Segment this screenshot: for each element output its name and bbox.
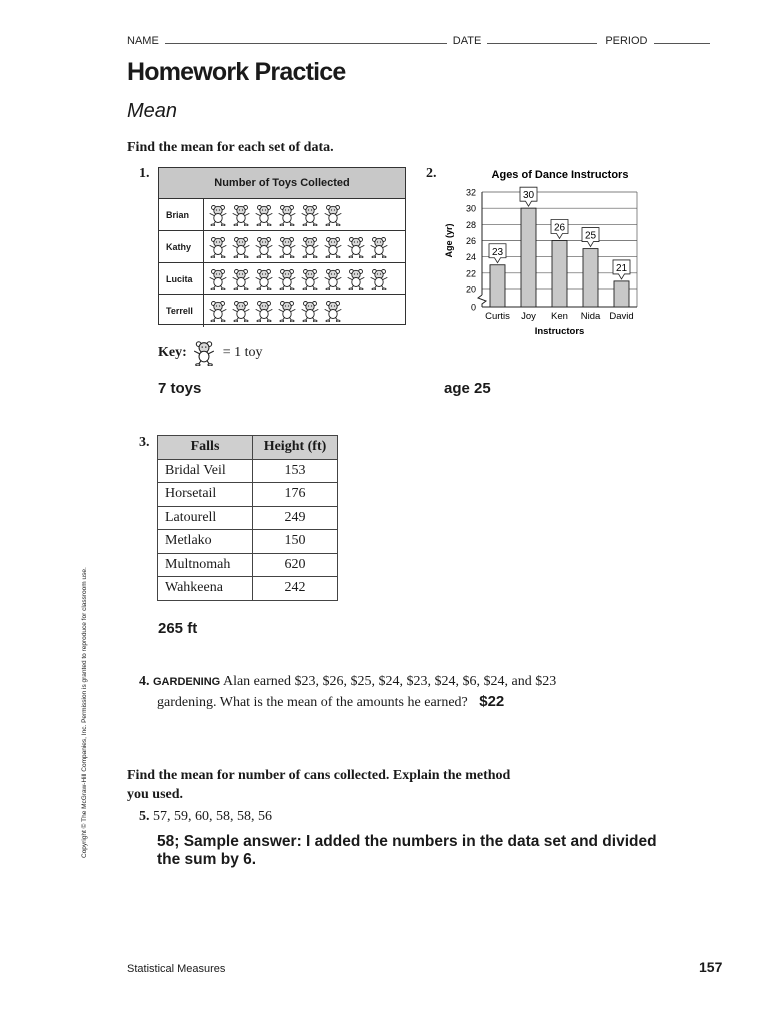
x-tick-label: David: [609, 311, 634, 322]
date-line: [487, 34, 597, 44]
instruction-2: [127, 766, 510, 804]
q5-answer: [157, 833, 657, 869]
data-label: 23: [491, 246, 504, 258]
chart-title: Ages of Dance Instructors: [491, 169, 629, 181]
height-cell: 153: [253, 459, 338, 483]
pictograph-row-name: Kathy: [159, 231, 204, 262]
bar: [552, 241, 567, 308]
falls-name-cell: Metlako: [158, 530, 253, 554]
teddy-bear-icon: [276, 300, 298, 322]
bar: [490, 265, 505, 307]
student-header: [127, 34, 722, 47]
teddy-bear-icon: [345, 268, 367, 290]
toys-pictograph: [158, 167, 406, 325]
teddy-bear-icon: [253, 300, 275, 322]
ages-bar-chart: [440, 160, 645, 345]
pictograph-row-name: Lucita: [159, 263, 204, 294]
data-label: 26: [553, 222, 566, 234]
data-label: 30: [522, 190, 535, 202]
page-number: 157: [699, 959, 723, 975]
q4-problem: [139, 672, 699, 712]
date-label: DATE: [452, 35, 482, 47]
q4-text-1: Alan earned $23, $26, $25, $24, $23, $24, $6, $24, and $23: [222, 674, 557, 689]
pictograph-icons: [204, 263, 390, 294]
teddy-bear-icon: [253, 236, 275, 258]
teddy-bear-icon: [299, 236, 321, 258]
pictograph-row: [159, 263, 405, 295]
pictograph-icons: [204, 199, 344, 230]
q1-answer: 7 toys: [158, 380, 202, 397]
x-axis-label: Instructors: [534, 326, 585, 337]
y-tick-label: 26: [465, 236, 476, 246]
q3-number: 3.: [139, 435, 150, 450]
y-tick-label: 28: [465, 219, 476, 230]
bar: [614, 281, 629, 307]
teddy-bear-icon: [230, 268, 252, 290]
q3-answer: 265 ft: [158, 620, 198, 637]
height-cell: 249: [253, 506, 338, 530]
name-line: [165, 34, 447, 44]
page-subtitle: Mean: [127, 100, 178, 122]
teddy-bear-icon: [368, 268, 390, 290]
falls-name-cell: Bridal Veil: [158, 459, 253, 483]
footer-section: Statistical Measures: [127, 963, 226, 975]
height-header: Height (ft): [253, 436, 338, 460]
teddy-bear-icon: [207, 268, 229, 290]
table-row: [158, 577, 338, 601]
teddy-bear-icon: [253, 204, 275, 226]
table-row: [158, 530, 338, 554]
height-cell: 242: [253, 577, 338, 601]
teddy-bear-icon: [191, 340, 217, 366]
instruction-2-line-2: you used.: [127, 787, 184, 802]
x-tick-label: Curtis: [485, 311, 510, 322]
teddy-bear-icon: [368, 236, 390, 258]
x-tick-label: Joy: [521, 311, 536, 322]
q2-number: 2.: [426, 166, 437, 181]
q1-number: 1.: [139, 166, 150, 181]
falls-name-cell: Horsetail: [158, 483, 253, 507]
pictograph-title: Number of Toys Collected: [159, 168, 405, 199]
bar: [583, 249, 598, 307]
name-label: NAME: [127, 35, 159, 47]
q4-label: GARDENING: [153, 676, 221, 688]
teddy-bear-icon: [322, 204, 344, 226]
table-row: [158, 483, 338, 507]
teddy-bear-icon: [276, 204, 298, 226]
teddy-bear-icon: [299, 268, 321, 290]
falls-name-cell: Wahkeena: [158, 577, 253, 601]
q5-problem: [139, 809, 272, 825]
key-label: Key:: [158, 345, 187, 360]
axis-break-icon: [478, 295, 486, 307]
teddy-bear-icon: [276, 268, 298, 290]
y-tick-label: 0: [470, 302, 476, 313]
y-tick-label: 22: [465, 268, 476, 279]
copyright-notice: Copyright © The McGraw-Hill Companies, Inc. Permission is granted to reproduce for classroom use.: [81, 567, 88, 858]
teddy-bear-icon: [207, 204, 229, 226]
teddy-bear-icon: [299, 300, 321, 322]
instruction-2-line-1: Find the mean for number of cans collected. Explain the method: [127, 768, 511, 783]
teddy-bear-icon: [276, 236, 298, 258]
teddy-bear-icon: [253, 268, 275, 290]
height-cell: 150: [253, 530, 338, 554]
q2-answer: age 25: [444, 380, 491, 397]
pictograph-row-name: Terrell: [159, 295, 204, 327]
page-title: Homework Practice: [127, 58, 346, 86]
teddy-bear-icon: [207, 236, 229, 258]
y-tick-label: 20: [465, 284, 476, 295]
teddy-bear-icon: [230, 204, 252, 226]
pictograph-icons: [204, 295, 344, 327]
table-row: [158, 459, 338, 483]
falls-name-cell: Latourell: [158, 506, 253, 530]
pictograph-row: [159, 295, 405, 327]
table-row: [158, 553, 338, 577]
pictograph-row: [159, 231, 405, 263]
pictograph-icons: [204, 231, 390, 262]
pictograph-key: [158, 340, 263, 366]
data-label: 21: [615, 262, 628, 274]
falls-header: Falls: [158, 436, 253, 460]
table-row: [158, 506, 338, 530]
height-cell: 176: [253, 483, 338, 507]
teddy-bear-icon: [322, 268, 344, 290]
falls-name-cell: Multnomah: [158, 553, 253, 577]
pictograph-row: [159, 199, 405, 231]
teddy-bear-icon: [230, 236, 252, 258]
bar: [521, 208, 536, 307]
teddy-bear-icon: [299, 204, 321, 226]
x-tick-label: Nida: [580, 311, 601, 322]
q4-text-2: gardening. What is the mean of the amounts he earned?: [157, 695, 468, 710]
q5-answer-line-1: 58; Sample answer: I added the numbers in the data set and divided: [157, 833, 657, 850]
y-tick-label: 24: [465, 252, 476, 263]
period-line: [654, 34, 710, 44]
instruction-1: Find the mean for each set of data.: [127, 140, 334, 155]
teddy-bear-icon: [207, 300, 229, 322]
falls-table: [157, 435, 338, 601]
y-tick-label: 30: [465, 203, 476, 214]
height-cell: 620: [253, 553, 338, 577]
q4-answer: $22: [479, 693, 505, 710]
teddy-bear-icon: [230, 300, 252, 322]
pictograph-row-name: Brian: [159, 199, 204, 230]
teddy-bear-icon: [322, 236, 344, 258]
q5-number: 5.: [139, 809, 150, 824]
x-tick-label: Ken: [551, 311, 568, 322]
teddy-bear-icon: [345, 236, 367, 258]
y-axis-label: Age (yr): [444, 223, 454, 258]
q5-answer-line-2: the sum by 6.: [157, 851, 257, 868]
q5-data: 57, 59, 60, 58, 58, 56: [153, 809, 272, 824]
teddy-bear-icon: [322, 300, 344, 322]
data-label: 25: [584, 230, 597, 242]
q4-number: 4.: [139, 674, 150, 689]
y-tick-label: 32: [465, 187, 476, 198]
key-text: = 1 toy: [222, 345, 263, 360]
period-label: PERIOD: [605, 35, 648, 47]
